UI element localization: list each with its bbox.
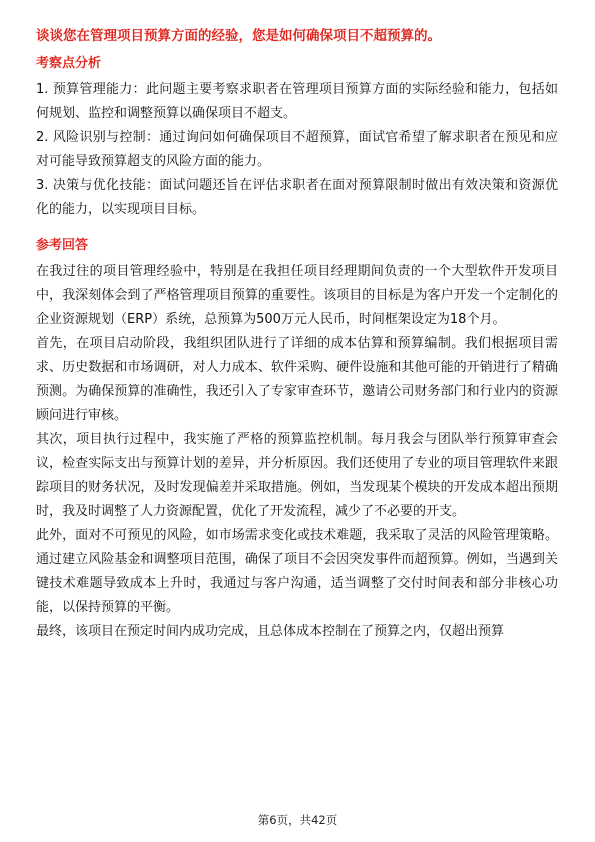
answer-paragraph: 此外，面对不可预见的风险，如市场需求变化或技术难题，我采取了灵活的风险管理策略。通过建立风险基金和调整项目范围，确保了项目不会因突发事件而超预算。例如，当遇到关键技术难题导致成本上升时，我通过与客户沟通，适当调整了交付时间表和部分非核心功能，以保持预算的平衡。 xyxy=(36,528,558,615)
analysis-list xyxy=(36,78,558,222)
answer-paragraph: 在我过往的项目管理经验中，特别是在我担任项目经理期间负责的一个大型软件开发项目中，我深刻体会到了严格管理项目预算的重要性。该项目的目标是为客户开发一个定制化的企业资源规划（ERP）系统，总预算为500万元人民币，时间框架设定为18个月。 xyxy=(36,264,558,327)
analysis-heading: 考察点分析 xyxy=(36,56,102,71)
answer-heading: 参考回答 xyxy=(36,238,89,253)
analysis-item: 2. 风险识别与控制：通过询问如何确保项目不超预算，面试官希望了解求职者在预见和应对可能导致预算超支的风险方面的能力。 xyxy=(36,130,558,169)
question-title: 谈谈您在管理项目预算方面的经验，您是如何确保项目不超预算的。 xyxy=(36,28,441,44)
document-page xyxy=(36,26,558,644)
page-number: 第6页，共42页 xyxy=(257,813,338,827)
analysis-item: 3. 决策与优化技能：面试问题还旨在评估求职者在面对预算限制时做出有效决策和资源优化的能力，以实现项目目标。 xyxy=(36,178,558,217)
answer-paragraph: 首先，在项目启动阶段，我组织团队进行了详细的成本估算和预算编制。我们根据项目需求、历史数据和市场调研，对人力成本、软件采购、硬件设施和其他可能的开销进行了精确预测。为确保预算的准确性，我还引入了专家审查环节，邀请公司财务部门和行业内的资源顾问进行审核。 xyxy=(36,336,558,423)
answer-body xyxy=(36,260,558,644)
analysis-item: 1. 预算管理能力：此问题主要考察求职者在管理项目预算方面的实际经验和能力，包括如何规划、监控和调整预算以确保项目不超支。 xyxy=(36,82,558,121)
answer-paragraph: 最终，该项目在预定时间内成功完成，且总体成本控制在了预算之内，仅超出预算 xyxy=(36,624,505,639)
answer-paragraph: 其次，项目执行过程中，我实施了严格的预算监控机制。每月我会与团队举行预算审查会议，检查实际支出与预算计划的差异，并分析原因。我们还使用了专业的项目管理软件来跟踪项目的财务状况，及时发现偏差并采取措施。例如，当发现某个模块的开发成本超出预期时，我及时调整了人力资源配置，优化了开发流程，减少了不必要的开支。 xyxy=(36,432,558,519)
